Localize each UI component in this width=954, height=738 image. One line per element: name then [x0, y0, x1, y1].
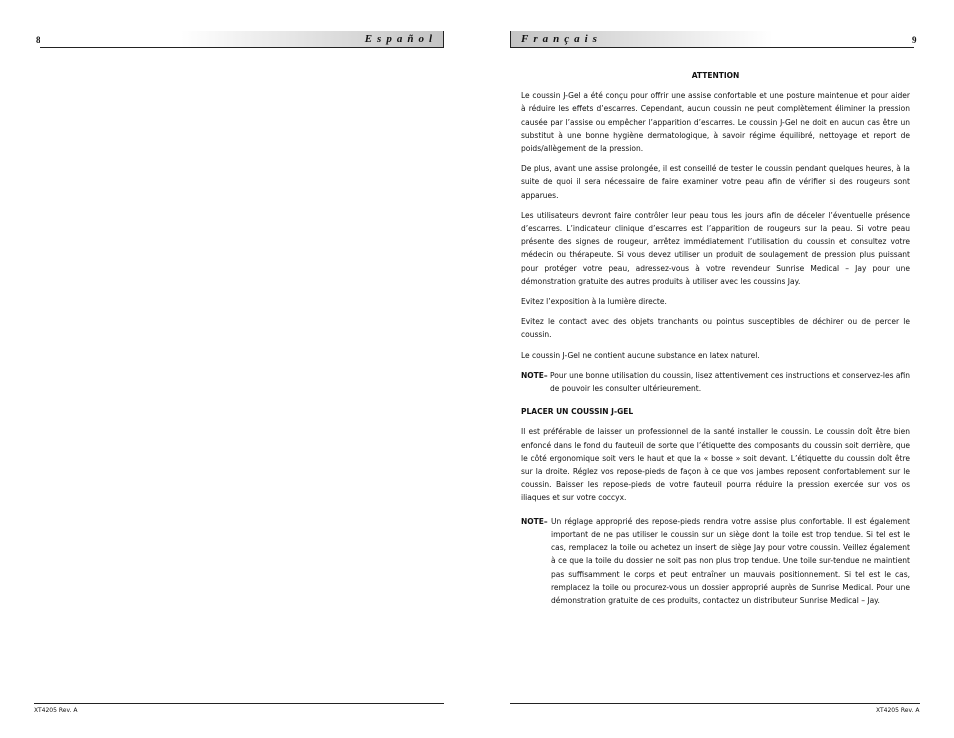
- note-text: Un réglage approprié des repose-pieds rendra votre assise plus confortable. Il est également important de ne pas utiliser le coussin sur un siège dont la toile est trop tendue. Si tel est le cas, remplacez la toile ou achetez un insert de siège Jay pour votre coussin. Veillez également à ce que la toile du dossier ne soit pas non plus trop tendue. Une toile sur-tendue ne maintient pas suffisamment le corps et peut entraîner un mauvais positionnement. Si tel est le cas, remplacez la toile ou procurez-vous un dossier approprié auprès de Sunrise Medical. Pour une démonstration gratuite de ces produits, contactez un distributeur Sunrise Medical – Jay.: [551, 516, 910, 605]
- paragraph-placement: Il est préférable de laisser un professionnel de la santé installer le coussin. Le coussin doît être bien enfoncé dans le fond du fauteuil de sorte que l’étiquette des composants du coussin soit derrière, que le côté ergonomique soit vers le haut et que la « bosse » soit devant. L’étiquette du coussin doît être sur la droite. Réglez vos repose-pieds de façon à ce que vos jambes reposent confortablement sur le coussin. Baisser les repose-pieds de votre fauteuil pourra réduire la pression exercée sur vos os iliaques et sur votre coccyx.: [521, 427, 910, 503]
- note-label: NOTE–: [521, 516, 548, 526]
- right-footer-divider: [510, 703, 920, 704]
- right-page-header: Français: [510, 31, 914, 48]
- right-page-content: [521, 69, 910, 614]
- left-footer-divider: [34, 703, 444, 704]
- left-page-number: 8: [36, 35, 41, 45]
- right-footer-code: XT4205 Rev. A: [876, 707, 920, 714]
- left-page-header: Español: [40, 31, 444, 48]
- placement-heading: PLACER UN COUSSIN J-GEL: [521, 407, 634, 417]
- right-page-number: 9: [912, 35, 917, 45]
- paragraph-latex: Le coussin J-Gel ne contient aucune substance en latex naturel.: [521, 350, 760, 360]
- attention-heading: ATTENTION: [691, 71, 740, 80]
- paragraph-skin-check: Les utilisateurs devront faire contrôler leur peau tous les jours afin de déceler l’éventuelle présence d’escarres. L’indicateur clinique d’escarres est l’apparition de rougeurs sur la peau. Si votre peau présente des signes de rougeur, arrêtez immédiatement l’utilisation du coussin et consultez votre médecin ou thérapeute. Si vous devez utiliser un produit de soulagement de pression plus puissant pour protéger votre peau, adressez-vous à votre revendeur Sunrise Medical – Jay pour une démonstration gratuite des autres produits à utiliser avec les coussins Jay.: [521, 210, 910, 286]
- paragraph-light: Evitez l’exposition à la lumière directe.: [521, 297, 667, 307]
- paragraph-sharp-objects: Evitez le contact avec des objets tranchants ou pointus susceptibles de déchirer ou de percer le coussin.: [521, 317, 910, 340]
- paragraph-testing: De plus, avant une assise prolongée, il est conseillé de tester le coussin pendant quelques heures, à la suite de quoi il sera nécessaire de faire examiner votre peau afin de vérifier si des rougeurs sont apparues.: [521, 164, 910, 200]
- left-footer-code: XT4205 Rev. A: [34, 707, 78, 714]
- note-text: Pour une bonne utilisation du coussin, lisez attentivement ces instructions et conservez-les afin de pouvoir les consulter ultérieurement.: [550, 370, 910, 394]
- note-footrest: [521, 515, 910, 607]
- note-label: NOTE–: [521, 370, 548, 380]
- paragraph-intro: Le coussin J-Gel a été conçu pour offrir une assise confortable et une posture maintenue et pour aider à réduire les effets d’escarres. Cependant, aucun coussin ne peut complètement éliminer la pression causée par l’assise ou empêcher l’apparition d’escarres. Le coussin J-Gel ne doit en aucun cas être un substitut à une bonne hygiène dermatologique, à savoir régime équilibré, nettoyage et report de poids/allègement de la pression.: [521, 91, 910, 154]
- note-instructions: [521, 369, 910, 395]
